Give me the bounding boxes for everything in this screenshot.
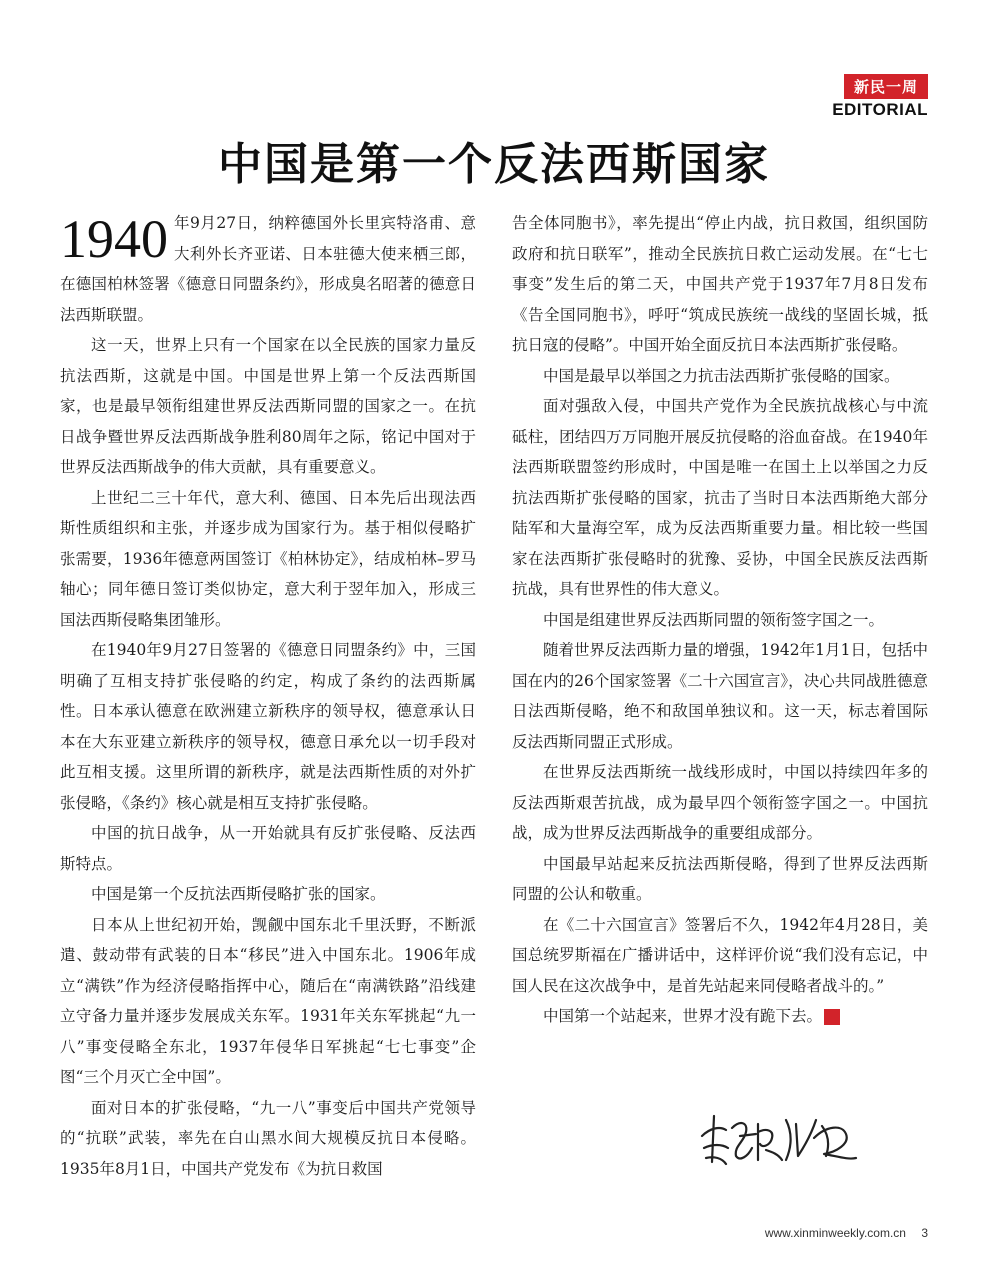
article-paragraph: 告全体同胞书》，率先提出“停止内战，抗日救国，组织国防政府和抗日联军”，推动全民族抗日救亡运动发展。在“七七事变”发生后的第二天，中国共产党于1937年7月8日发布《告全国同胞书》，呼吁“筑成民族统一战线的坚固长城，抵抗日寇的侵略”。中国开始全面反抗日本法西斯扩张侵略。: [512, 214, 928, 354]
page-footer: [765, 1226, 928, 1240]
article-paragraph: 面对强敌入侵，中国共产党作为全民族抗战核心与中流砥柱，团结四万万同胞开展反抗侵略的浴血奋战。在1940年法西斯联盟签约形成时，中国是唯一在国土上以举国之力反抗法西斯扩张侵略的国家，抗击了当时日本法西斯绝大部分陆军和大量海空军，成为反法西斯重要力量。相比较一些国家在法西斯扩张侵略时的犹豫、妥协，中国全民族反法西斯抗战，具有世界性的伟大意义。: [512, 397, 928, 598]
article-paragraph: 上世纪二三十年代，意大利、德国、日本先后出现法西斯性质组织和主张，并逐步成为国家行为。基于相似侵略扩张需要，1936年德意两国签订《柏林协定》，结成柏林–罗马轴心；同年德日签订类似协定，意大利于翌年加入，形成三国法西斯侵略集团雏形。: [60, 488, 476, 629]
article-paragraph: 中国最早站起来反抗法西斯侵略，得到了世界反法西斯同盟的公认和敬重。: [512, 854, 928, 903]
article-paragraph: 随着世界反法西斯力量的增强，1942年1月1日，包括中国在内的26个国家签署《二十六国宣言》，决心共同战胜德意日法西斯侵略，绝不和敌国单独议和。这一天，标志着国际反法西斯同盟正式形成。: [512, 641, 928, 751]
article-paragraph: 中国是组建世界反法西斯同盟的领衔签字国之一。: [543, 610, 885, 629]
article-paragraph: 中国是最早以举国之力抗击法西斯扩张侵略的国家。: [543, 366, 900, 385]
article-paragraph: 在世界反法西斯统一战线形成时，中国以持续四年多的反法西斯艰苦抗战，成为最早四个领衔签字国之一。中国抗战，成为世界反法西斯战争的重要组成部分。: [512, 763, 928, 842]
masthead-badge: 新民一周: [844, 74, 928, 99]
article-paragraph: 中国的抗日战争，从一开始就具有反扩张侵略、反法西斯特点。: [60, 824, 476, 873]
article-column-right: [512, 208, 928, 1032]
article-paragraph: 这一天，世界上只有一个国家在以全民族的国家力量反抗法西斯，这就是中国。中国是世界上第一个反法西斯国家，也是最早领衔组建世界反法西斯同盟的国家之一。在抗日战争暨世界反法西斯战争胜利80周年之际，铭记中国对于世界反法西斯战争的伟大贡献，具有重要意义。: [60, 336, 476, 476]
article-paragraph: 在《二十六国宣言》签署后不久，1942年4月28日，美国总统罗斯福在广播讲话中，这样评价说“我们没有忘记，中国人民在这次战争中，是首先站起来同侵略者战斗的。”: [512, 915, 928, 995]
article-paragraph: 中国是第一个反抗法西斯侵略扩张的国家。: [91, 885, 386, 903]
article-column-left: [60, 208, 476, 1184]
article-paragraph: 1940 年9月27日，纳粹德国外长里宾特洛甫、意大利外长齐亚诺、日本驻德大使来栖三郎，在德国柏林签署《德意日同盟条约》，形成臭名昭著的德意日法西斯联盟。: [60, 209, 476, 324]
article-paragraph: 日本从上世纪初开始，觊觎中国东北千里沃野，不断派遣、鼓动带有武装的日本“移民”进入中国东北。1906年成立“满铁”作为经济侵略指挥中心，随后在“南满铁路”沿线建立守备力量并逐步发展成关东军。1931年关东军挑起“九一八”事变侵略全东北，1937年侵华日军挑起“七七事变”企图“三个月灭亡全中国”。: [60, 915, 476, 1086]
article-paragraph: 面对日本的扩张侵略，“九一八”事变后中国共产党领导的“抗联”武装，率先在白山黑水间大规模反抗日本侵略。1935年8月1日，中国共产党发布《为抗日救国: [60, 1098, 476, 1178]
drop-cap: 1940: [60, 209, 168, 269]
page-title: 中国是第一个反法西斯国家: [218, 139, 770, 190]
signature: [696, 1098, 866, 1178]
page-number: 3: [921, 1226, 928, 1240]
masthead: [824, 74, 928, 120]
article-paragraph: 在1940年9月27日签署的《德意日同盟条约》中，三国明确了互相支持扩张侵略的约定，构成了条约的法西斯属性。日本承认德意在欧洲建立新秩序的领导权，德意承认日本在大东亚建立新秩序的领导权，德意日承允以一切手段对此互相支援。这里所谓的新秩序，就是法西斯性质的对外扩张侵略，《条约》核心就是相互支持扩张侵略。: [60, 641, 476, 812]
article-paragraph: 中国第一个站起来，世界才没有跪下去。 民: [543, 1007, 867, 1025]
footer-url: www.xinminweekly.com.cn: [764, 1226, 906, 1240]
end-mark-icon: 民: [824, 1009, 840, 1025]
section-label: EDITORIAL: [832, 100, 928, 119]
